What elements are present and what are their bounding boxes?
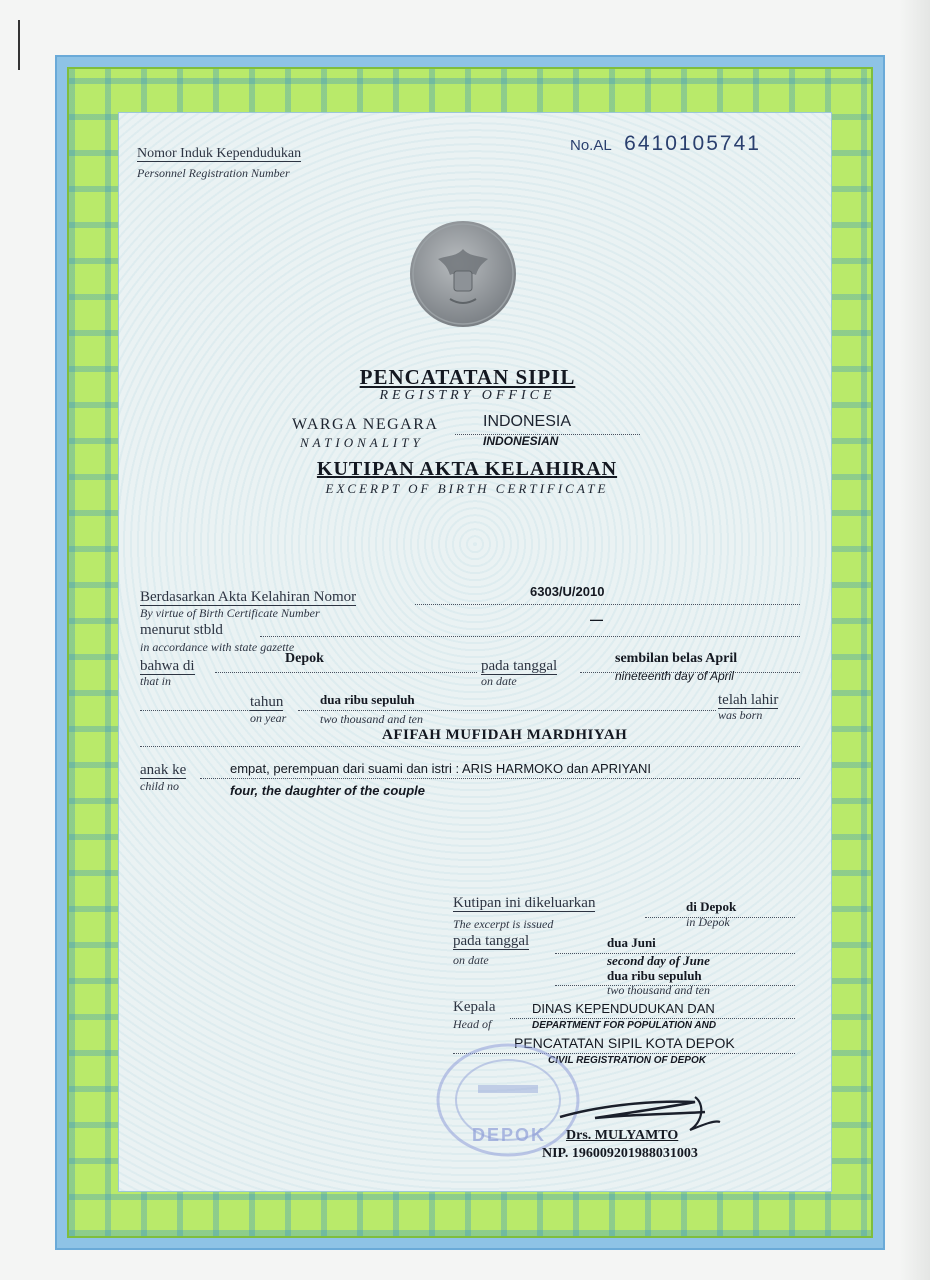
dept-line2-en: CIVIL REGISTRATION OF DEPOK bbox=[548, 1055, 706, 1066]
place-label bbox=[140, 658, 195, 675]
office-title-en: REGISTRY OFFICE bbox=[379, 388, 556, 403]
year-value: dua ribu sepuluh bbox=[320, 692, 415, 707]
born-label bbox=[718, 692, 778, 709]
page-shadow bbox=[900, 0, 930, 1280]
date-value: sembilan belas April bbox=[615, 651, 738, 666]
official-nip: NIP. 196009201988031003 bbox=[542, 1146, 698, 1161]
dept-line1-en: DEPARTMENT FOR POPULATION AND bbox=[532, 1020, 717, 1031]
year-label-text: tahun bbox=[250, 694, 284, 710]
serial-number bbox=[570, 132, 761, 156]
born-label-text: telah lahir bbox=[718, 692, 779, 708]
document-title: KUTIPAN AKTA KELAHIRAN bbox=[316, 458, 618, 480]
stamp-text: DEPOK bbox=[472, 1125, 547, 1145]
child-no-label-text: anak ke bbox=[140, 762, 187, 778]
scan-edge bbox=[18, 20, 20, 70]
issue-year-value-en: two thousand and ten bbox=[607, 983, 711, 997]
issue-date-label-text: pada tanggal bbox=[453, 933, 530, 949]
nationality-value-en: INDONESIAN bbox=[483, 434, 559, 448]
dept-line1: DINAS KEPENDUDUKAN DAN bbox=[532, 1001, 715, 1016]
child-no-dots bbox=[200, 778, 800, 779]
stbld-dots bbox=[260, 636, 800, 637]
date-label bbox=[481, 658, 557, 675]
issue-year-value: dua ribu sepuluh bbox=[607, 968, 702, 983]
act-dots bbox=[415, 604, 800, 605]
year-value-en: two thousand and ten bbox=[320, 712, 424, 726]
nationality-label-en: NATIONALITY bbox=[300, 435, 424, 450]
issued-label bbox=[453, 895, 595, 912]
act-label bbox=[140, 589, 356, 606]
issue-date-label-en: on date bbox=[453, 953, 489, 967]
official-name: Drs. MULYAMTO bbox=[566, 1128, 679, 1143]
name-dots bbox=[140, 746, 800, 747]
issued-label-en: The excerpt is issued bbox=[453, 917, 554, 931]
nik-label bbox=[137, 146, 301, 162]
document-title-en: EXCERPT OF BIRTH CERTIFICATE bbox=[325, 481, 609, 496]
year-label bbox=[250, 694, 283, 711]
dept1-dots bbox=[510, 1018, 795, 1019]
child-no-label-en: child no bbox=[140, 779, 179, 793]
garuda-emblem-icon bbox=[408, 219, 518, 329]
serial-prefix: No.AL bbox=[570, 137, 612, 154]
child-no-label bbox=[140, 762, 186, 779]
nationality-value: INDONESIA bbox=[483, 413, 572, 430]
act-label-en: By virtue of Birth Certificate Number bbox=[140, 606, 320, 620]
issue-date-label bbox=[453, 933, 529, 950]
nik-label-en: Personnel Registration Number bbox=[137, 166, 290, 180]
serial-value: 6410105741 bbox=[624, 132, 761, 155]
act-number: 6303/U/2010 bbox=[530, 584, 605, 599]
head-label-en: Head of bbox=[453, 1017, 492, 1031]
stbld-value: — bbox=[590, 612, 603, 627]
date-label-en: on date bbox=[481, 674, 517, 688]
dept-line2: PENCATATAN SIPIL KOTA DEPOK bbox=[514, 1035, 735, 1051]
child-no-value: empat, perempuan dari suami dan istri : ARIS HARMOKO dan APRIYANI bbox=[230, 761, 651, 776]
date-value-en: nineteenth day of April bbox=[615, 669, 734, 683]
place-label-text: bahwa di bbox=[140, 658, 195, 674]
issued-label-text: Kutipan ini dikeluarkan bbox=[453, 895, 596, 911]
issue-date-value-en: second day of June bbox=[607, 953, 710, 968]
child-no-value-en: four, the daughter of the couple bbox=[230, 783, 425, 798]
year-dots bbox=[298, 710, 716, 711]
nationality-label: WARGA NEGARA bbox=[292, 416, 439, 433]
head-label: Kepala bbox=[453, 999, 496, 1015]
issued-place-en: in Depok bbox=[686, 915, 730, 929]
nik-label-text: Nomor Induk Kependudukan bbox=[137, 146, 302, 161]
stbld-label: menurut stbld bbox=[140, 622, 223, 638]
child-name: AFIFAH MUFIDAH MARDHIYAH bbox=[382, 727, 628, 743]
date-label-text: pada tanggal bbox=[481, 658, 558, 674]
place-value: Depok bbox=[285, 651, 324, 666]
act-label-text: Berdasarkan Akta Kelahiran Nomor bbox=[140, 589, 357, 605]
place-label-en: that in bbox=[140, 674, 172, 688]
year-label-en: on year bbox=[250, 711, 287, 725]
stbld-label-en: in accordance with state gazette bbox=[140, 640, 295, 654]
issue-date-value: dua Juni bbox=[607, 935, 656, 950]
year-lead-dots bbox=[140, 710, 250, 711]
born-label-en: was born bbox=[718, 708, 763, 722]
issued-place: di Depok bbox=[686, 899, 737, 914]
place-dots bbox=[215, 672, 477, 673]
office-title: PENCATATAN SIPIL bbox=[359, 365, 576, 389]
